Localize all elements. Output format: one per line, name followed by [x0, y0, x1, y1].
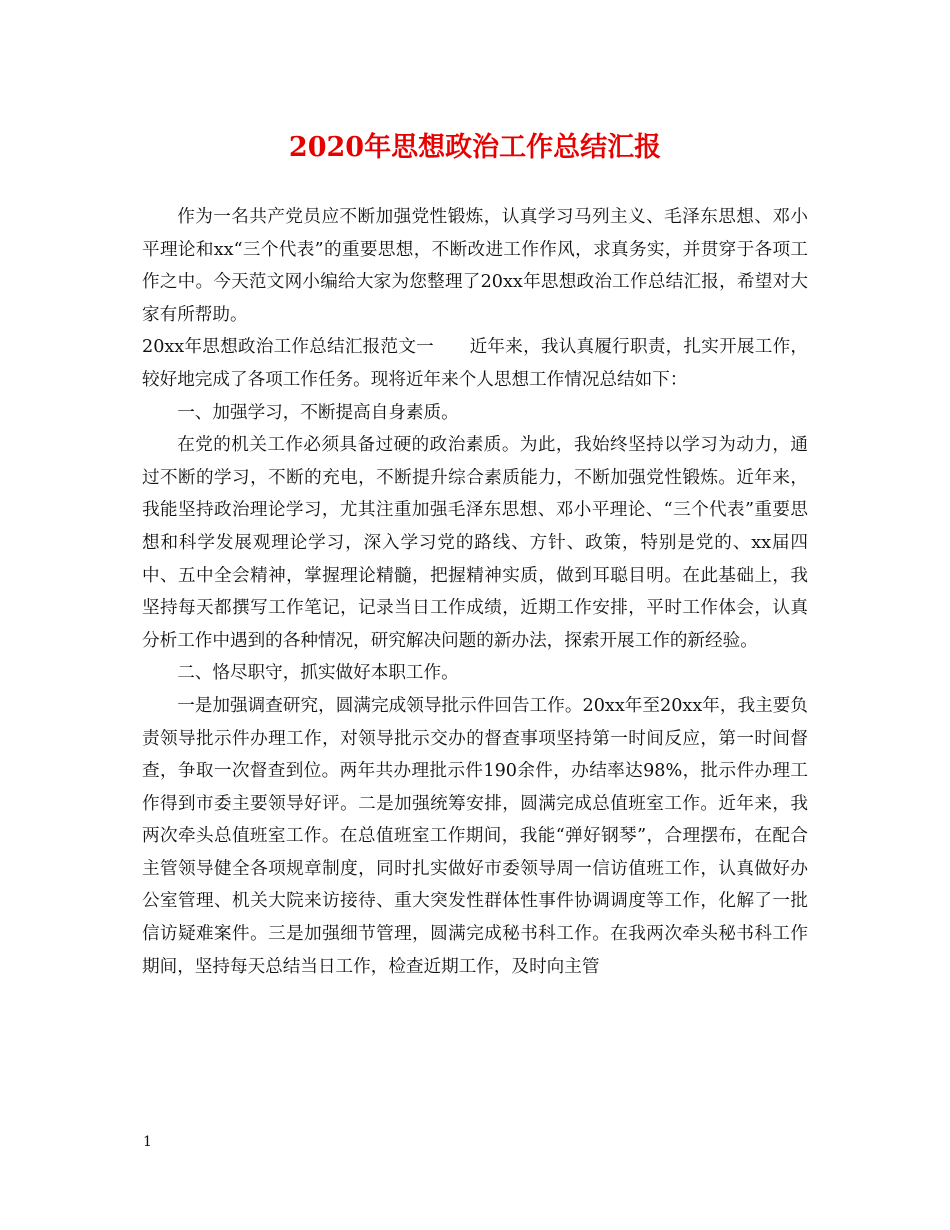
section-heading-study: 一、加强学习，不断提高自身素质。 — [177, 402, 459, 423]
document-body — [142, 201, 808, 983]
document-title: 2020年思想政治工作总结汇报 — [288, 132, 662, 163]
sample-heading-paragraph: 20xx年思想政治工作总结汇报范文一 近年来，我认真履行职责，扎实开展工作，较好地完成了各项工作任务。现将近年来个人思想工作情况总结如下： — [142, 337, 808, 390]
page-number: 1 — [143, 1134, 152, 1150]
intro-paragraph: 作为一名共产党员应不断加强党性锻炼，认真学习马列主义、毛泽东思想、邓小平理论和xx“三个代表”的重要思想，不断改进工作作风，求真务实，并贯穿于各项工作之中。今天范文网小编给大家为您整理了20xx年思想政治工作总结汇报，希望对大家有所帮助。 — [142, 207, 808, 325]
study-paragraph: 在党的机关工作必须具备过硬的政治素质。为此，我始终坚持以学习为动力，通过不断的学习，不断的充电，不断提升综合素质能力，不断加强党性锻炼。近年来，我能坚持政治理论学习，尤其注重加强毛泽东思想、邓小平理论、“三个代表”重要思想和科学发展观理论学习，深入学习党的路线、方针、政策，特别是党的、xx届四中、五中全会精神，掌握理论精髓，把握精神实质，做到耳聪目明。在此基础上，我坚持每天都撰写工作笔记，记录当日工作成绩，近期工作安排，平时工作体会，认真分析工作中遇到的各种情况，研究解决问题的新办法，探索开展工作的新经验。 — [142, 435, 808, 651]
duties-paragraph: 一是加强调查研究，圆满完成领导批示件回告工作。20xx年至20xx年，我主要负责领导批示件办理工作，对领导批示交办的督查事项坚持第一时间反应，第一时间督查，争取一次督查到位。两年共办理批示件190余件，办结率达98%，批示件办理工作得到市委主要领导好评。二是加强统筹安排，圆满完成总值班室工作。近年来，我两次牵头总值班室工作。在总值班室工作期间，我能“弹好钢琴”，合理摆布，在配合主管领导健全各项规章制度，同时扎实做好市委领导周一信访值班工作，认真做好办公室管理、机关大院来访接待、重大突发性群体性事件协调调度等工作，化解了一批信访疑难案件。三是加强细节管理，圆满完成秘书科工作。在我两次牵头秘书科工作期间，坚持每天总结当日工作，检查近期工作，及时向主管 — [142, 695, 808, 977]
section-heading-duties: 二、恪尽职守，抓实做好本职工作。 — [177, 663, 459, 684]
